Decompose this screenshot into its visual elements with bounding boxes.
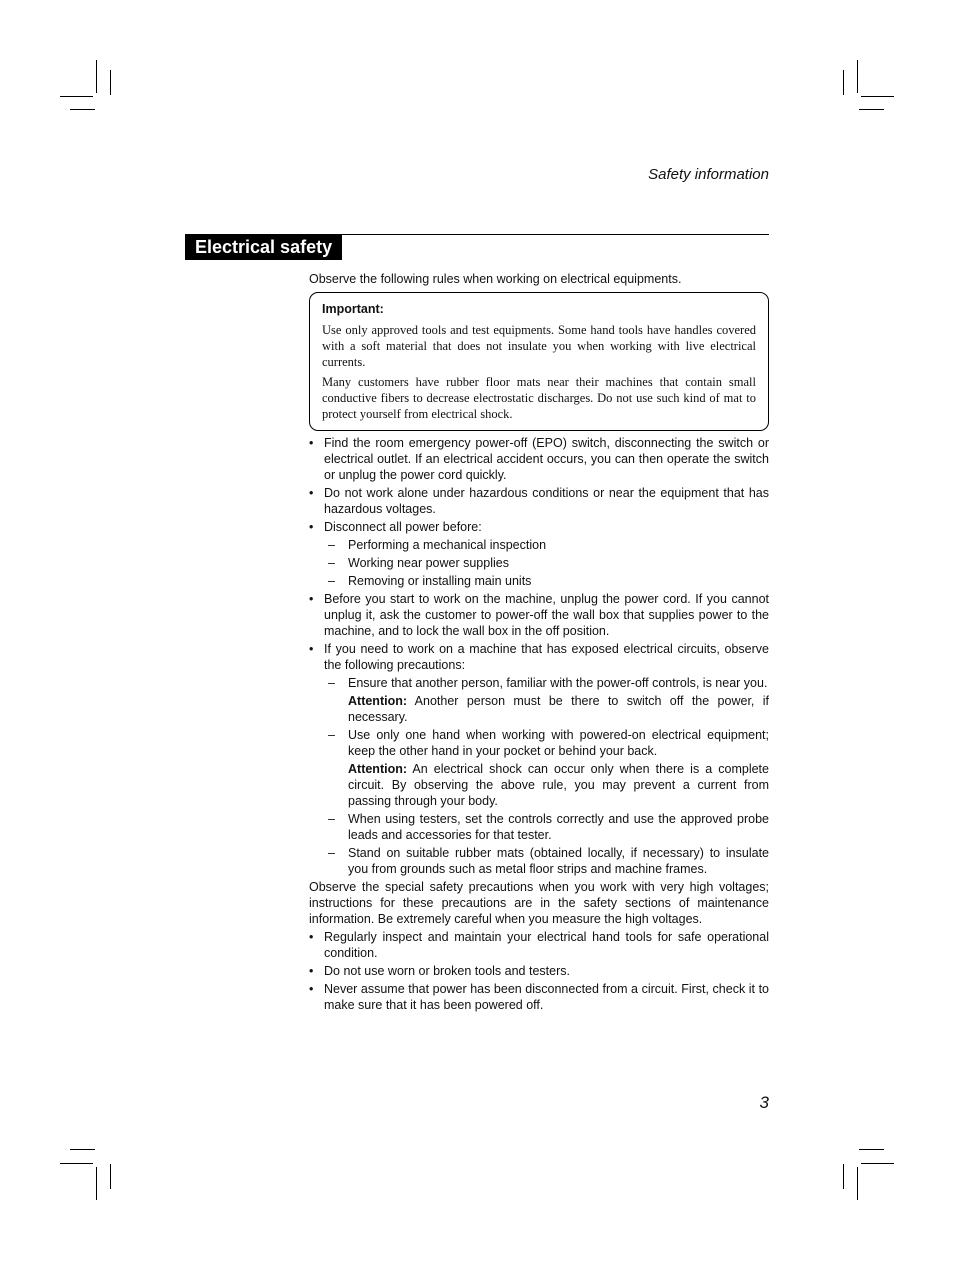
- sub-list-item: [324, 537, 769, 553]
- sub-list-item-text: Ensure that another person, familiar with the power-off controls, is near you.: [348, 676, 768, 690]
- list-item: [309, 641, 769, 877]
- running-header: Safety information: [648, 166, 769, 183]
- important-box: [309, 292, 769, 431]
- list-item: [309, 981, 769, 1013]
- tools-list: [309, 929, 769, 1013]
- sub-list-item-text: Performing a mechanical inspection: [348, 538, 547, 552]
- sub-list-item: [324, 845, 769, 877]
- list-item: [309, 519, 769, 589]
- special-precautions-paragraph: Observe the special safety precautions when you work with very high voltages; instructions for these precautions are in the safety sections of maintenance information. Be extremely careful when you measure the high voltages.: [309, 880, 769, 926]
- attention-label: Attention:: [348, 694, 408, 708]
- sub-list-item: [324, 573, 769, 589]
- dash-marker: –: [328, 556, 335, 570]
- list-item-text: Never assume that power has been disconnected from a circuit. First, check it to make sure that it has been powered off.: [324, 982, 769, 1012]
- important-label: Important:: [322, 302, 384, 316]
- sub-list-item-text: Working near power supplies: [348, 556, 509, 570]
- sub-list-item: [324, 811, 769, 843]
- list-item-text: Do not use worn or broken tools and testers.: [324, 964, 570, 978]
- dash-marker: –: [328, 574, 335, 588]
- dash-marker: –: [328, 812, 335, 826]
- bullet-marker: •: [309, 520, 314, 534]
- attention-note: [348, 761, 769, 809]
- attention-label: Attention:: [348, 762, 408, 776]
- intro-text: Observe the following rules when working on electrical equipments.: [309, 272, 682, 286]
- sub-list-item: [324, 727, 769, 809]
- sub-list-item: [324, 675, 769, 725]
- important-paragraph: Use only approved tools and test equipments. Some hand tools have handles covered with a soft material that does not insulate you when working with live electrical currents.: [322, 323, 756, 369]
- list-item: [309, 929, 769, 961]
- dash-marker: –: [328, 538, 335, 552]
- list-item-text: Before you start to work on the machine, unplug the power cord. If you cannot unplug it, ask the customer to power-off the wall box that supplies power to the machine, and to lock the wall box in the off position.: [324, 592, 769, 638]
- list-item-text: Regularly inspect and maintain your electrical hand tools for safe operational condition.: [324, 930, 769, 960]
- dash-marker: –: [328, 846, 335, 860]
- sub-list: [324, 537, 769, 589]
- bullet-marker: •: [309, 982, 314, 996]
- important-paragraph: Many customers have rubber floor mats near their machines that contain small conductive fibers to decrease electrostatic discharges. Do not use such kind of mat to protect yourself from electrical shock.: [322, 375, 756, 421]
- list-item-text: Do not work alone under hazardous conditions or near the equipment that has hazardous voltages.: [324, 486, 769, 516]
- sub-list-item-text: Use only one hand when working with powered-on electrical equipment; keep the other hand in your pocket or behind your back.: [348, 728, 769, 758]
- dash-marker: –: [328, 676, 335, 690]
- bullet-marker: •: [309, 436, 314, 450]
- sub-list-item-text: When using testers, set the controls correctly and use the approved probe leads and accessories for that tester.: [348, 812, 769, 842]
- attention-text: An electrical shock can occur only when there is a complete circuit. By observing the above rule, you may prevent a current from passing through your body.: [348, 762, 769, 808]
- sub-list-item-text: Stand on suitable rubber mats (obtained locally, if necessary) to insulate you from grounds such as metal floor strips and machine frames.: [348, 846, 769, 876]
- dash-marker: –: [328, 728, 335, 742]
- sub-list-item: [324, 555, 769, 571]
- precautions-list: [309, 435, 769, 877]
- bullet-marker: •: [309, 930, 314, 944]
- bullet-marker: •: [309, 642, 314, 656]
- attention-text: Another person must be there to switch off the power, if necessary.: [348, 694, 769, 724]
- list-item: [309, 591, 769, 639]
- sub-list-item-text: Removing or installing main units: [348, 574, 532, 588]
- list-item-text: If you need to work on a machine that has exposed electrical circuits, observe the following precautions:: [324, 642, 769, 672]
- bullet-marker: •: [309, 486, 314, 500]
- attention-note: [348, 693, 769, 725]
- sub-list: [324, 675, 769, 877]
- list-item: [309, 435, 769, 483]
- main-content: [309, 271, 769, 1015]
- bullet-marker: •: [309, 592, 314, 606]
- list-item: [309, 485, 769, 517]
- list-item: [309, 963, 769, 979]
- section-title: Electrical safety: [185, 235, 342, 260]
- page-number: 3: [759, 1093, 769, 1112]
- bullet-marker: •: [309, 964, 314, 978]
- list-item-text: Find the room emergency power-off (EPO) switch, disconnecting the switch or electrical outlet. If an electrical accident occurs, you can then operate the switch or unplug the power cord quickly.: [324, 436, 769, 482]
- list-item-text: Disconnect all power before:: [324, 520, 482, 534]
